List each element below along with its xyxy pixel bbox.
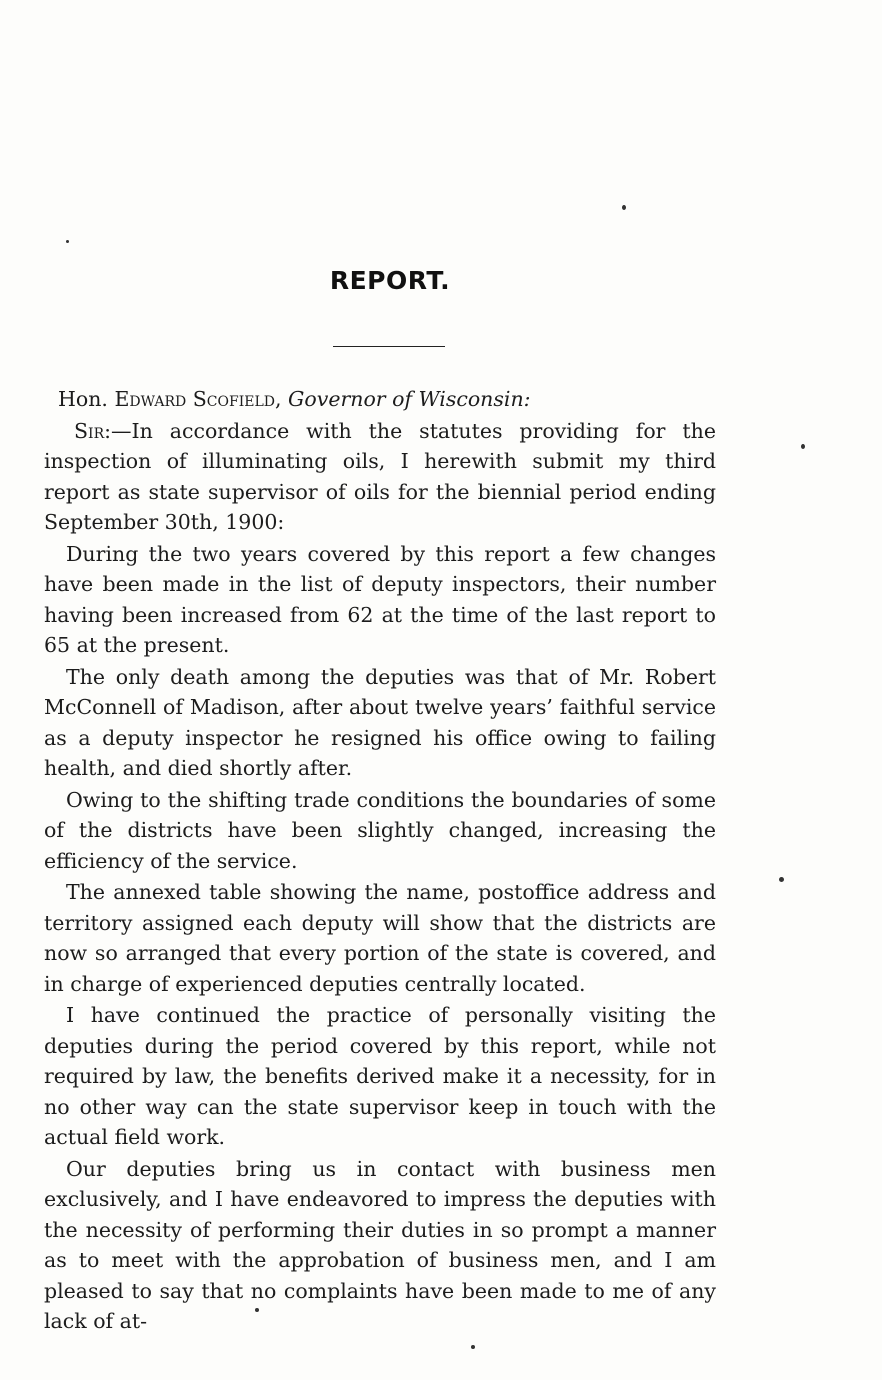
salutation-sir: Sir bbox=[74, 418, 105, 443]
addressee-name: Edward Scofield bbox=[114, 387, 275, 411]
ink-speck bbox=[779, 877, 784, 882]
ink-speck bbox=[66, 240, 69, 243]
salutation-paragraph bbox=[44, 416, 716, 538]
page-title: REPORT. bbox=[329, 266, 451, 295]
paragraph: I have continued the practice of personally visiting the deputies during the period covered by this report, while not required by law, the benefits derived make it a necessity, for in no other way can the state supervisor keep in touch with the actual field work. bbox=[44, 1003, 716, 1149]
ink-speck bbox=[622, 205, 626, 210]
paragraph: Owing to the shifting trade conditions the boundaries of some of the districts have been slightly changed, increasing the efficiency of the service. bbox=[44, 787, 716, 873]
ink-speck bbox=[801, 444, 805, 449]
paragraph: The only death among the deputies was that of Mr. Robert McConnell of Madison, after about twelve years’ faithful service as a deputy inspector he resigned his office owing to failing health, and died shortly after. bbox=[44, 664, 716, 780]
addressee-position: Governor of Wisconsin: bbox=[288, 387, 531, 411]
address-line bbox=[44, 384, 716, 415]
title-rule bbox=[333, 346, 445, 347]
ink-speck bbox=[471, 1345, 475, 1349]
address-separator: , bbox=[274, 387, 289, 411]
address-prefix: Hon. bbox=[58, 387, 115, 411]
paragraph: The annexed table showing the name, postoffice address and territory assigned each deputy will show that the districts are now so arranged that every portion of the state is covered, and in charge of experienced deputies centrally located. bbox=[44, 880, 716, 996]
salutation-text: :—In accordance with the statutes providing for the inspection of illuminating oils, I herewith submit my third report as state supervisor of oils for the biennial period ending September 30th, 1900: bbox=[44, 418, 716, 534]
ink-speck bbox=[255, 1308, 259, 1312]
paragraph: During the two years covered by this report a few changes have been made in the list of deputy inspectors, their number having been increased from 62 at the time of the last report to 65 at the present. bbox=[44, 541, 716, 657]
paragraph: Our deputies bring us in contact with business men exclusively, and I have endeavored to impress the deputies with the necessity of performing their duties in so prompt a manner as to meet with the approbation of business men, and I am pleased to say that no complaints have been made to me of any lack of at- bbox=[44, 1156, 716, 1333]
report-body bbox=[44, 384, 716, 1337]
